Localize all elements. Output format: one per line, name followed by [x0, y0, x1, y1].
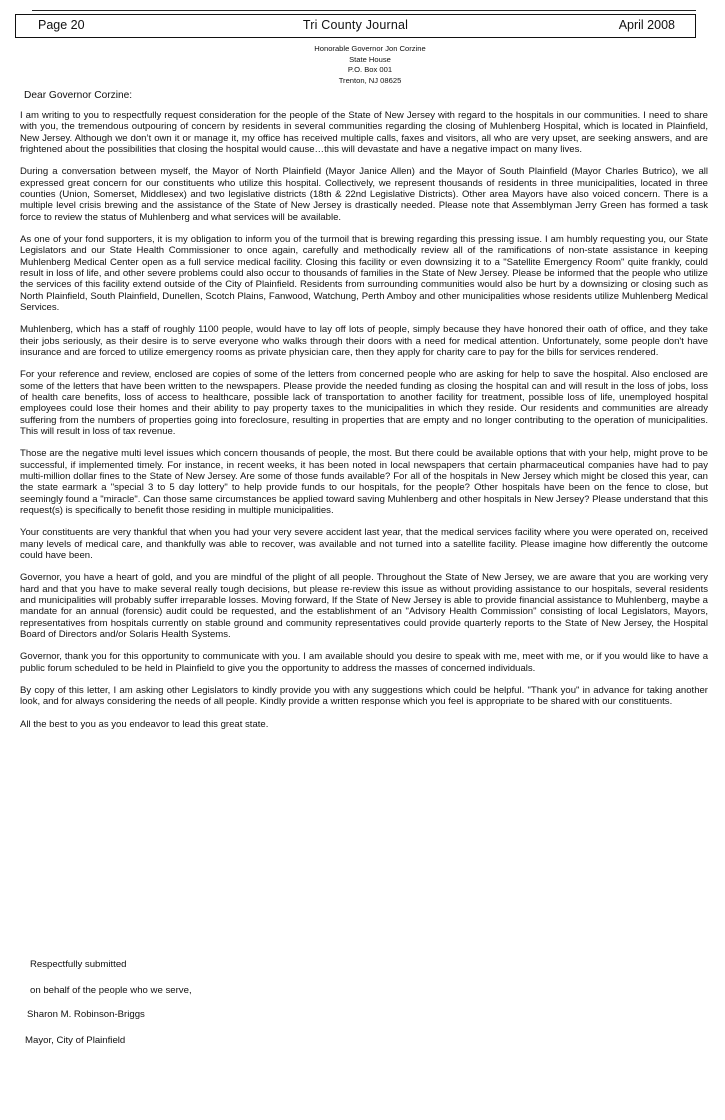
- signer-name: Sharon M. Robinson-Briggs: [27, 1009, 145, 1020]
- paragraph: Governor, thank you for this opportunity to communicate with you. I am available should you desire to speak with me, meet with me, or if you would like to have a public forum scheduled to be held in Plainfield to give you the opportunity to address the masses of concerned individuals.: [20, 651, 708, 674]
- paragraph: Muhlenberg, which has a staff of roughly 1100 people, would have to lay off lots of people, simply because they have honored their oath of office, and they take their jobs seriously, as their desire is to serve everyone who walks through their doors with a need for medical attention. Unfortunately, some people don't have insurance and are forced to utilize emergency rooms as private physician care, then they apply for charity care to pay for the bills for services rendered.: [20, 324, 708, 358]
- issue-date: April 2008: [618, 18, 675, 32]
- signer-title: Mayor, City of Plainfield: [25, 1035, 126, 1046]
- page-number: Page 20: [38, 18, 85, 32]
- top-rule: [32, 10, 696, 11]
- closing-line: Respectfully submitted: [30, 959, 127, 970]
- paragraph: Governor, you have a heart of gold, and you are mindful of the plight of all people. Throughout the State of New Jersey, we are aware that you are working very hard and that you have to make several really tough decisions, but please re-review this issue as without providing assistance to our hospitals, several residents and municipalities will probably suffer irreparable losses. Moving forward, If the State of New Jersey is able to provide financial assistance to Muhlenberg, maybe a mandate for an annual (forensic) audit could be requested, and the establishment of an "Advisory Health Commission" consisting of local Legislators, Mayors, representatives from hospitals currently on stable ground and community representatives could provide quarterly reports to the State of New Jersey, the Hospital Board of Directors and/or Solaris Health Systems.: [20, 572, 708, 640]
- paragraph: Those are the negative multi level issues which concern thousands of people, the most. But there could be available options that with your help, might prove to be successful, if implemented timely. For instance, in recent weeks, it has been noted in local newspapers that certain pharmaceutical companies have had to pay multi-million dollar fines to the State of New Jersey. Are some of those funds available? For all of the hospitals in New Jersey which might be closed this year, can the state earmark a "special 3 to 5 day lottery" to help provide funds to our hospitals, for the people? Other hospitals have been on the fence to close, but seemingly found a "miracle". Can those same circumstances be applied toward saving Muhlenberg and other hospitals in New Jersey? Please understand that this request(s) is specifically to benefit those residing in multiple municipalities.: [20, 448, 708, 516]
- address-line: Trenton, NJ 08625: [338, 76, 402, 86]
- paragraph: I am writing to you to respectfully request consideration for the people of the State of New Jersey with regard to the hospitals in our communities. I need to share with you, the tremendous outpouring of concern by residents in several communities regarding the closing of Muhlenberg Hospital, which is located in Plainfield, New Jersey. Although we don’t own it or manage it, my office has received multiple calls, faxes and visitors, all who are very upset, are seeking answers, and are frightened about the possibilities that closing the hospital would cause…this will devastate and have a negative impact on many lives.: [20, 110, 708, 155]
- paragraph: As one of your fond supporters, it is my obligation to inform you of the turmoil that is brewing regarding this pressing issue. I am humbly requesting you, our State Legislators and our State Health Commissioner to once again, carefully and methodically review all of the ramifications of non-state assistance in keeping Muhlenberg Medical Center open as a full service medical facility. Closing this facility or even downsizing it to a "Satellite Emergency Room" quite frankly, could result in loss of life, and other severe problems could also occur to thousands of families in the State of New Jersey. Please be informed that the people who utilize the services of this facility extend outside of the City of Plainfield. Residents from surrounding communities would also be hurt by a downsizing or closing such as North Plainfield, South Plainfield, Dunellen, Scotch Plains, Fanwood, Watchung, Perth Amboy and other municipalities whose residents utilize Muhlenberg Medical Services.: [20, 234, 708, 313]
- paragraph: For your reference and review, enclosed are copies of some of the letters from concerned people who are asking for help to save the hospital. Also enclosed are some of the letters that have been written to the newspapers. Please provide the needed funding as closing the hospital can and will result in the loss of jobs, loss of health care benefits, loss of access to healthcare, possible lack of transportation to another facility for treatment, possible loss of life, unemployed hospital employees could lose their homes and their ability to pay property taxes to the municipalities in which they reside. Our residents and communities are already suffering from the numbers of properties going into foreclosure, resulting in properties that are empty and no longer contributing to the operation of municipalities. This will result in loss of tax revenue.: [20, 369, 708, 437]
- closing-line: on behalf of the people who we serve,: [30, 985, 192, 996]
- publication-title: Tri County Journal: [302, 18, 409, 32]
- address-line: State House: [349, 54, 391, 64]
- letter-body: [20, 110, 708, 741]
- paragraph: All the best to you as you endeavor to lead this great state.: [20, 718, 269, 730]
- salutation: Dear Governor Corzine:: [24, 90, 133, 101]
- paragraph: By copy of this letter, I am asking other Legislators to kindly provide you with any suggestions which could be helpful. "Thank you" in advance for taking another look, and for always considering the needs of all people. Kindly provide a written response which you feel is appropriate to be shared with our constituents.: [20, 685, 708, 708]
- address-line: Honorable Governor Jon Corzine: [314, 44, 426, 53]
- address-line: P.O. Box 001: [347, 65, 393, 75]
- recipient-address: [250, 44, 490, 87]
- paragraph: Your constituents are very thankful that when you had your very severe accident last year, that the medical services facility where you were operated on, received many levels of medical care, and thankfully was able to recover, was available and not turned into a satellite facility. Please imagine how differently the outcome could have been.: [20, 527, 708, 561]
- paragraph: During a conversation between myself, the Mayor of North Plainfield (Mayor Janice Allen) and the Mayor of South Plainfield (Mayor Charles Butrico), we all expressed great concern for our constituents who utilize this hospital. Collectively, we represent thousands of residents in three municipalities, located in three counties (Union, Somerset, Middlesex) and two legislative districts (18th & 22nd Legislative Districts). Other area Mayors have also voiced concern. There is a multiple level crisis brewing and the assistance of the State of New Jersey is drastically needed. Please note that Assemblyman Jerry Green has formed a task force to review the status of Muhlenberg and what services will be available.: [20, 166, 708, 223]
- page-header: [15, 14, 696, 38]
